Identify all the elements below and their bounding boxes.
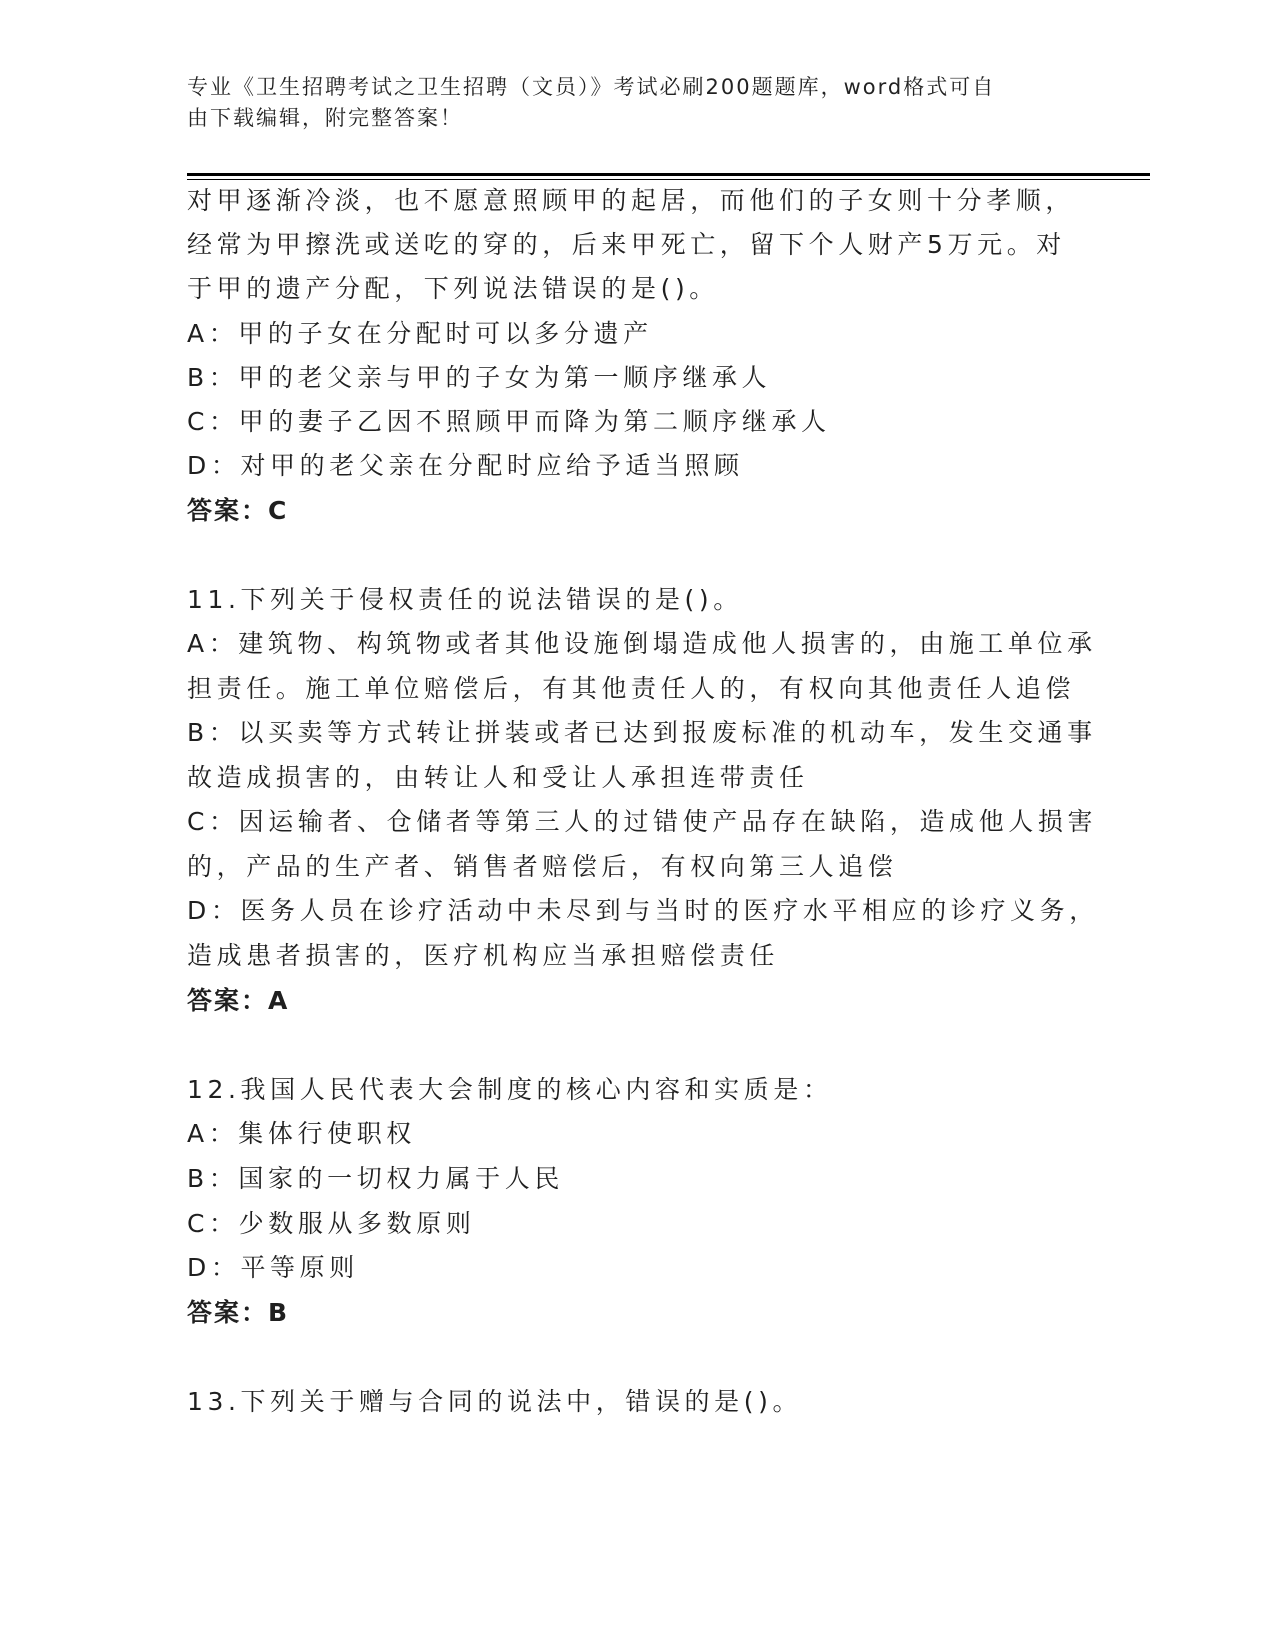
q12-answer: 答案：B xyxy=(187,1298,290,1327)
q11-answer: 答案：A xyxy=(187,986,290,1015)
q12-option-d: D：平等原则 xyxy=(187,1253,359,1282)
q11-line-1: A：建筑物、构筑物或者其他设施倒塌造成他人损害的，由施工单位承 xyxy=(187,629,1097,658)
q11-line-8: 造成患者损害的，医疗机构应当承担赔偿责任 xyxy=(187,941,780,970)
q11-line-3: B：以买卖等方式转让拼装或者已达到报废标准的机动车，发生交通事 xyxy=(187,718,1097,747)
q10-option-b: B：甲的老父亲与甲的子女为第一顺序继承人 xyxy=(187,363,772,392)
document-header xyxy=(187,72,1067,134)
header-line-2: 由下载编辑，附完整答案！ xyxy=(187,106,463,130)
q11-stem: 11.下列关于侵权责任的说法错误的是()。 xyxy=(187,585,743,614)
q11-line-7: D：医务人员在诊疗活动中未尽到与当时的医疗水平相应的诊疗义务， xyxy=(187,896,1099,925)
q12-option-a: A：集体行使职权 xyxy=(187,1119,416,1148)
q11-line-5: C：因运输者、仓储者等第三人的过错使产品存在缺陷，造成他人损害 xyxy=(187,807,1098,836)
q10-option-c: C：甲的妻子乙因不照顾甲而降为第二顺序继承人 xyxy=(187,407,831,436)
q11-line-6: 的，产品的生产者、销售者赔偿后，有权向第三人追偿 xyxy=(187,852,898,881)
q10-stem-line-2: 经常为甲擦洗或送吃的穿的，后来甲死亡，留下个人财产5万元。对 xyxy=(187,230,1066,259)
q12-option-b: B：国家的一切权力属于人民 xyxy=(187,1164,564,1193)
q10-answer: 答案：C xyxy=(187,496,289,525)
q12-stem: 12.我国人民代表大会制度的核心内容和实质是： xyxy=(187,1075,833,1104)
q10-stem-line-1: 对甲逐渐冷淡，也不愿意照顾甲的起居，而他们的子女则十分孝顺， xyxy=(187,186,1076,215)
header-line-1: 专业《卫生招聘考试之卫生招聘（文员）》考试必刷200题题库，word格式可自 xyxy=(187,75,996,99)
q11-line-4: 故造成损害的，由转让人和受让人承担连带责任 xyxy=(187,763,809,792)
q10-stem-line-3: 于甲的遗产分配，下列说法错误的是()。 xyxy=(187,274,719,303)
q10-option-d: D：对甲的老父亲在分配时应给予适当照顾 xyxy=(187,451,744,480)
q11-line-2: 担责任。施工单位赔偿后，有其他责任人的，有权向其他责任人追偿 xyxy=(187,674,1076,703)
q13-stem: 13.下列关于赠与合同的说法中，错误的是()。 xyxy=(187,1387,803,1416)
q10-option-a: A：甲的子女在分配时可以多分遗产 xyxy=(187,319,653,348)
header-divider-thin xyxy=(187,179,1150,180)
q12-option-c: C：少数服从多数原则 xyxy=(187,1209,476,1238)
header-divider-thick xyxy=(187,173,1150,176)
